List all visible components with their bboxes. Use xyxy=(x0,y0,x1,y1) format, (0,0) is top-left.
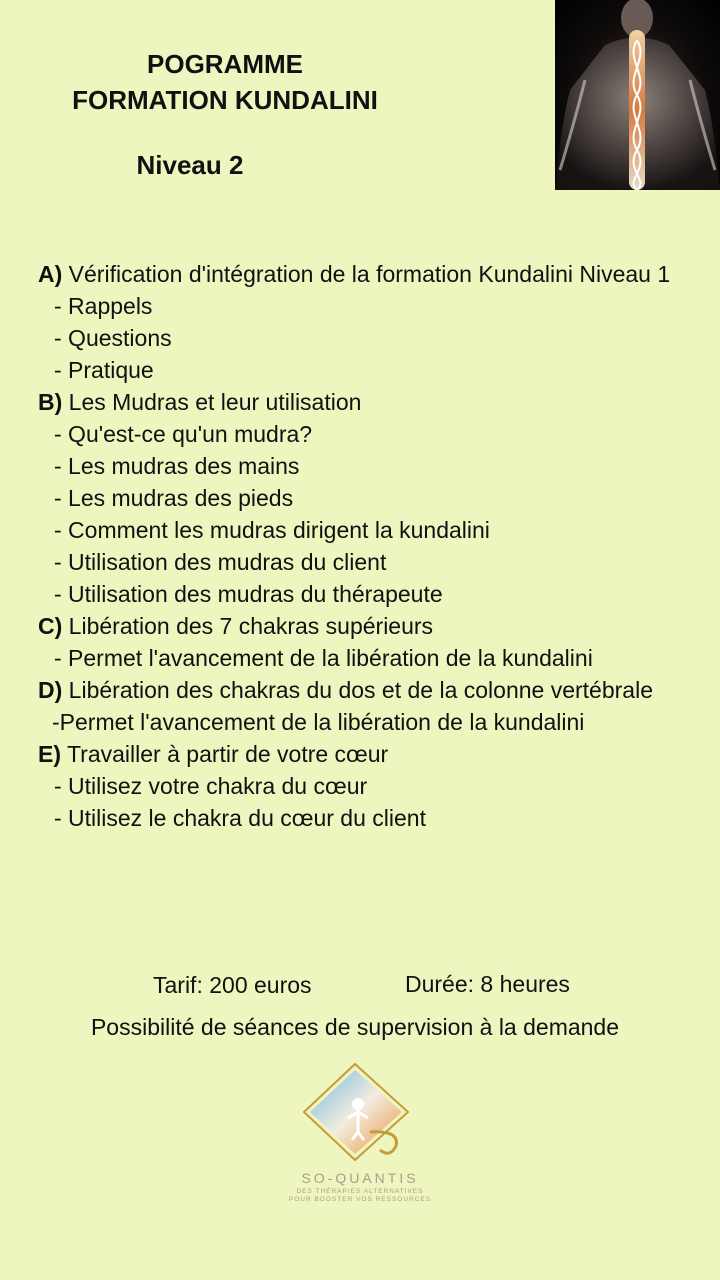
section-letter: C) xyxy=(38,613,63,639)
section-b xyxy=(38,386,688,610)
list-item: - Utilisation des mudras du thérapeute xyxy=(54,581,443,607)
list-item: - Rappels xyxy=(54,293,153,319)
section-title: Vérification d'intégration de la formation Kundalini Niveau 1 xyxy=(68,261,671,287)
title-line-2: FORMATION KUNDALINI xyxy=(72,85,378,115)
section-c xyxy=(38,610,688,674)
list-item: - Comment les mudras dirigent la kundalini xyxy=(54,517,490,543)
spine-energy-image xyxy=(555,0,720,190)
section-title: Libération des 7 chakras supérieurs xyxy=(68,613,434,639)
page-title xyxy=(20,46,430,118)
list-item: - Pratique xyxy=(54,357,154,383)
list-item: - Utilisation des mudras du client xyxy=(54,549,387,575)
level-heading: Niveau 2 xyxy=(136,150,244,180)
list-item: - Utilisez votre chakra du cœur xyxy=(54,773,368,799)
section-letter: B) xyxy=(38,389,63,415)
list-item: - Les mudras des pieds xyxy=(54,485,294,511)
title-line-1: POGRAMME xyxy=(147,49,303,79)
list-item: - Qu'est-ce qu'un mudra? xyxy=(54,421,313,447)
list-item: - Permet l'avancement de la libération de la kundalini xyxy=(54,645,593,671)
program-list xyxy=(38,258,688,834)
section-letter: A) xyxy=(38,261,63,287)
list-item: - Utilisez le chakra du cœur du client xyxy=(54,805,426,831)
section-letter: E) xyxy=(38,741,61,767)
list-item: - Questions xyxy=(54,325,172,351)
section-a xyxy=(38,258,688,386)
price-text: Tarif: 200 euros xyxy=(153,972,312,998)
section-title: Travailler à partir de votre cœur xyxy=(66,741,389,767)
section-title: Les Mudras et leur utilisation xyxy=(68,389,362,415)
section-e xyxy=(38,738,688,834)
list-item: - Les mudras des mains xyxy=(54,453,300,479)
body-silhouette-icon xyxy=(555,0,720,190)
brand-tagline: DES THÉRAPIES ALTERNATIVES POUR BOOSTER VOS RESSOURCES xyxy=(288,1188,432,1203)
section-letter: D) xyxy=(38,677,63,703)
section-title: Libération des chakras du dos et de la colonne vertébrale xyxy=(68,677,653,703)
brand-name: SO-QUANTIS xyxy=(301,1170,419,1186)
section-d xyxy=(38,674,688,738)
supervision-note: Possibilité de séances de supervision à la demande xyxy=(90,1014,620,1040)
so-quantis-logo-icon xyxy=(300,1062,420,1162)
list-item: -Permet l'avancement de la libération de la kundalini xyxy=(52,709,585,735)
duration-text: Durée: 8 heures xyxy=(405,971,570,997)
